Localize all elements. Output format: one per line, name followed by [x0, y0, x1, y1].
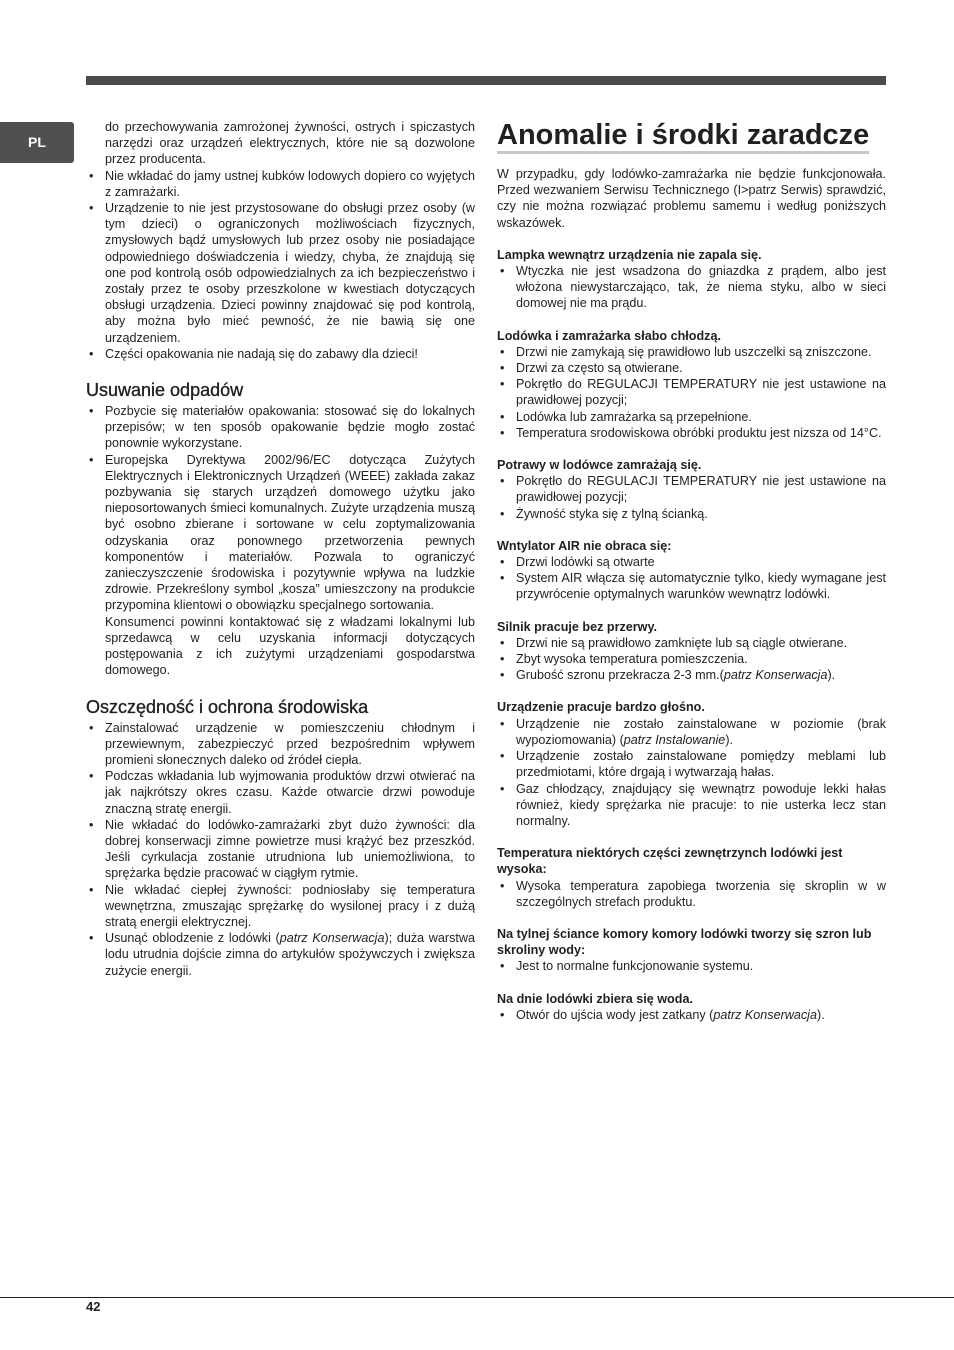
- right-column: [497, 119, 886, 1023]
- page-title: Anomalie i środki zaradcze: [497, 119, 869, 154]
- waste-note: Konsumenci powinni kontaktować się z władzami lokalnymi lub sprzedawcą w celu uzyskania informacji dotyczących postępowania z ich zużytymi urządzeniami gospodarstwa domowego.: [105, 614, 475, 678]
- problem-title: Wntylator AIR nie obraca się:: [497, 538, 672, 553]
- list-item: • Zbyt wysoka temperatura pomieszczenia.: [497, 651, 886, 667]
- problem-title: Lodówka i zamrażarka słabo chłodzą.: [497, 328, 721, 343]
- list-item: • Pokrętło do REGULACJI TEMPERATURY nie jest ustawione na prawidłowej pozycji;: [497, 376, 886, 408]
- list-item: • Zainstalować urządzenie w pomieszczeniu chłodnym i przewiewnym, zabezpieczyć przed bezpośrednim wpływem promieni słonecznych daleko od źródeł ciepła.: [86, 720, 475, 769]
- safety-list: [86, 168, 475, 362]
- problem-title: Na tylnej ściance komory komory lodówki tworzy się szron lub skroliny wody:: [497, 926, 872, 958]
- list-item: • Otwór do ujścia wody jest zatkany (patrz Konserwacja).: [497, 1007, 886, 1023]
- list-item: • Nie wkładać ciepłej żywności: podniosłaby się temperatura wewnętrzna, zmuszając sprężarkę do wysilonej pracy i z dużą stratą energii elektrycznej.: [86, 882, 475, 931]
- list-item: • Urządzenie zostało zainstalowane pomiędzy meblami lub przedmiotami, które drgają i wytwarzają hałas.: [497, 748, 886, 780]
- list-item: • Drzwi za często są otwierane.: [497, 360, 886, 376]
- problem-title: Potrawy w lodówce zamrażają się.: [497, 458, 702, 473]
- section-heading-waste: Usuwanie odpadów: [86, 380, 244, 401]
- list-item: • Drzwi lodówki są otwarte: [497, 554, 886, 570]
- list-item: • Drzwi nie zamykają się prawidłowo lub uszczelki są zniszczone.: [497, 344, 886, 360]
- list-item: • Europejska Dyrektywa 2002/96/EC dotycząca Zużytych Elektrycznych i Elektronicznych Urządzeń (WEEE) zakłada zakaz pozbywania się starych urządzeń domowego użytku jako nieposortowanych śmieci komunalnych. Zużyte urządzenia muszą być osobno zbierane i sortowane w celu zoptymalizowania odzyskania oraz ponownego przetworzenia pewnych komponentów i materiałów. Pozwala to ograniczyć zanieczyszczenie środowiska i pozytywnie wpływa na ludzkie zdrowie. Przekreślony symbol „kosza” umieszczony na produkcie przypomina klientowi o obowiązku specjalnego sortowania.: [86, 452, 475, 614]
- problem-title: Na dnie lodówki zbiera się woda.: [497, 991, 693, 1006]
- list-item: • System AIR włącza się automatycznie tylko, kiedy wymagane jest przywrócenie optymalnych warunków wewnątrz lodówki.: [497, 570, 886, 602]
- problem-title: Temperatura niektórych części zewnętrzynch lodówki jest wysoka:: [497, 846, 843, 877]
- intro-paragraph: W przypadku, gdy lodówko-zamrażarka nie będzie funkcjonowała. Przed wezwaniem Serwisu Technicznego (I>patrz Serwis) sprawdzić, czy nie można rozwiązać problemu samemu i według poniższych wskazówek.: [497, 167, 886, 230]
- problem-block: [497, 247, 886, 312]
- list-item: • Pozbycie się materiałów opakowania: stosować się do lokalnych przepisów; w ten sposób opakowanie będzie mogło zostać ponownie wykorzystane.: [86, 403, 475, 452]
- problem-block: [497, 699, 886, 829]
- list-item: • Drzwi nie są prawidłowo zamknięte lub są ciągle otwierane.: [497, 635, 886, 651]
- problem-block: [497, 926, 886, 975]
- list-item: • Wtyczka nie jest wsadzona do gniazdka z prądem, albo jest włożona niewystarczająco, tak, że niema styku, albo w sieci domowej nie ma prądu.: [497, 263, 886, 312]
- list-item: • Żywność styka się z tylną ścianką.: [497, 506, 886, 522]
- list-item: • Podczas wkładania lub wyjmowania produktów drzwi otwierać na jak najkrótszy okres czasu. Każde otwarcie drzwi powoduje znaczną stratę energii.: [86, 768, 475, 817]
- list-item: • Jest to normalne funkcjonowanie systemu.: [497, 958, 886, 974]
- list-item: • Gaz chłodzący, znajdujący się wewnątrz powoduje lekki hałas również, kiedy sprężarka nie pracuje: to nie usterka lecz stan normalny.: [497, 781, 886, 830]
- problem-block: [497, 619, 886, 684]
- problem-title: Silnik pracuje bez przerwy.: [497, 619, 658, 634]
- problem-block: [497, 845, 886, 910]
- saving-list: [86, 720, 475, 979]
- list-item: • Urządzenie to nie jest przystosowane do obsługi przez osoby (w tym dzieci) o ograniczonych możliwościach fizycznych, zmysłowych bądź umysłowych lub przez osoby nie posiadające odpowiedniego doświadczenia i wiedzy, chyba, że znajdują się one pod kontrolą osób odpowiedzialnych za ich bezpieczeństwo i zostały przez te osoby przeszkolone w kwestiach dotyczących obsługi urządzenia. Dzieci powinny znajdować się pod kontrolą, aby można było mieć pewność, że nie bawią się one urządzeniem.: [86, 200, 475, 346]
- list-item: • Wysoka temperatura zapobiega tworzenia się skroplin w w szczególnych strefach produktu.: [497, 878, 886, 910]
- list-item: • Pokrętło do REGULACJI TEMPERATURY nie jest ustawione na prawidłowej pozycji;: [497, 473, 886, 505]
- list-item: • Urządzenie nie zostało zainstalowane w poziomie (brak wypoziomowania) (patrz Instalowanie).: [497, 716, 886, 748]
- section-heading-saving: Oszczędność i ochrona środowiska: [86, 696, 369, 717]
- left-column: [86, 119, 475, 979]
- safety-continuation: do przechowywania zamrożonej żywności, ostrych i spiczastych narzędzi oraz urządzeń elektrycznych, które nie są dozwolone przez producenta.: [105, 120, 475, 167]
- list-item: • Grubość szronu przekracza 2-3 mm.(patrz Konserwacja).: [497, 667, 886, 683]
- list-item: • Temperatura srodowiskowa obróbki produktu jest nizsza od 14°C.: [497, 425, 886, 441]
- problem-block: [497, 457, 886, 522]
- list-item: • Nie wkładać do lodówko-zamrażarki zbyt dużo żywności: dla dobrej konserwacji zimne powietrze musi krążyć bez przeszkód. Jeśli cyrkulacja zostanie utrudniona lub uniemożliwiona, to sprężarka będzie pracować w ciągłym rytmie.: [86, 817, 475, 882]
- waste-list: [86, 403, 475, 614]
- problem-block: [497, 991, 886, 1023]
- list-item: • Usunąć oblodzenie z lodówki (patrz Konserwacja); duża warstwa lodu utrudnia dojście zimna do artykułów spożywczych i zwiększa zużycie energii.: [86, 930, 475, 979]
- footer-rule: [0, 1297, 954, 1298]
- problem-title: Urządzenie pracuje bardzo głośno.: [497, 700, 705, 715]
- list-item: • Lodówka lub zamrażarka są przepełnione.: [497, 409, 886, 425]
- problem-title: Lampka wewnątrz urządzenia nie zapala się.: [497, 247, 762, 262]
- problem-block: [497, 538, 886, 603]
- list-item: • Nie wkładać do jamy ustnej kubków lodowych dopiero co wyjętych z zamrażarki.: [86, 168, 475, 200]
- list-item: • Części opakowania nie nadają się do zabawy dla dzieci!: [86, 346, 475, 362]
- header-bar: [86, 76, 886, 85]
- page-number: 42: [86, 1299, 101, 1314]
- problem-block: [497, 328, 886, 441]
- language-tab: PL: [0, 122, 74, 163]
